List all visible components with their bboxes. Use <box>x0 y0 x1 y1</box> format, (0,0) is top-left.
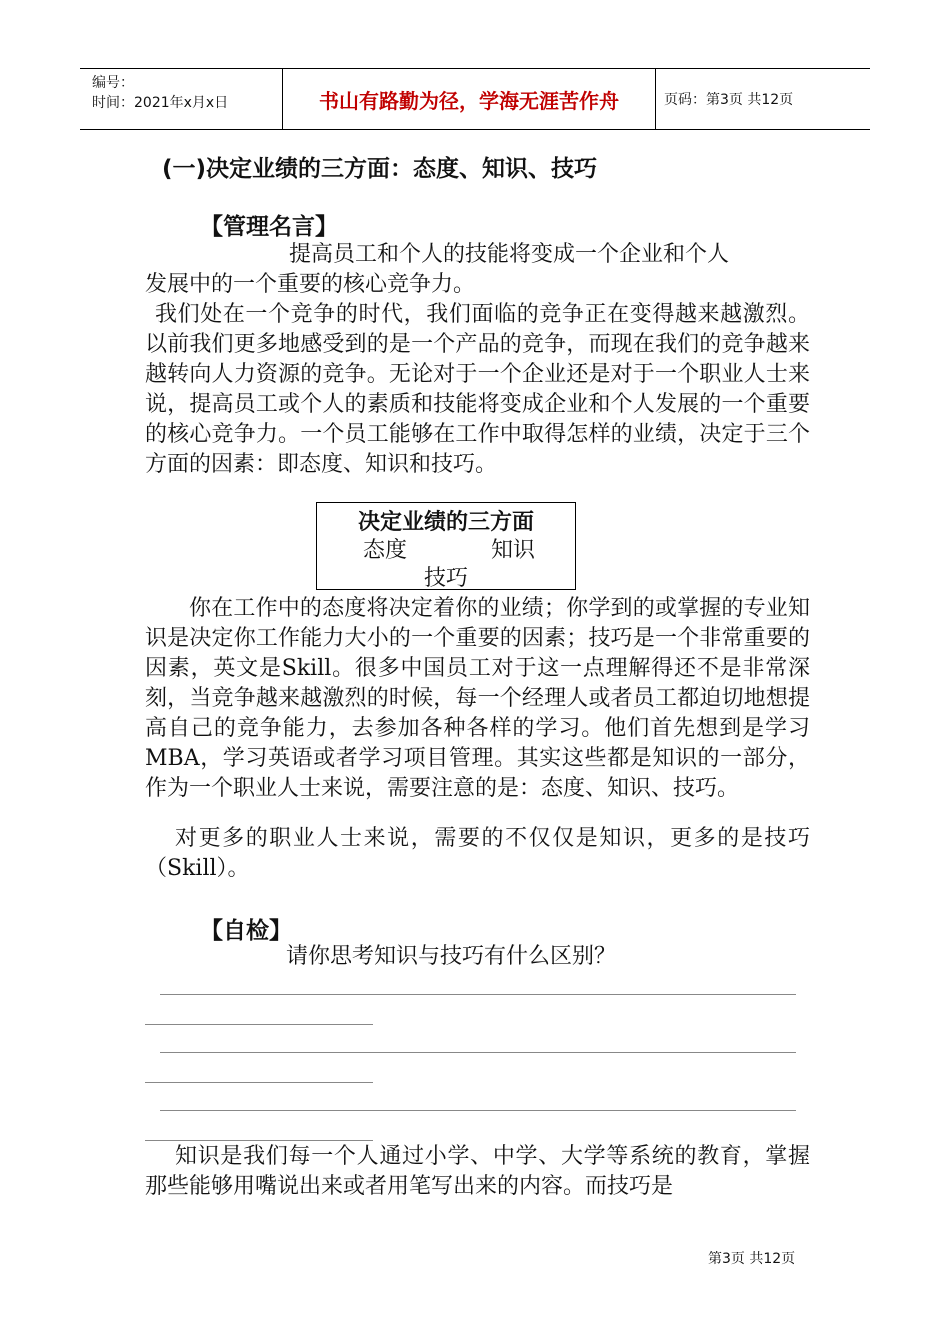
quote-line-1: 提高员工和个人的技能将变成一个企业和个人 <box>289 242 730 267</box>
section-title: (一)决定业绩的三方面：态度、知识、技巧 <box>162 156 598 182</box>
paragraph-1: 我们处在一个竞争的时代，我们面临的竞争正在变得越来越激烈。以前我们更多地感受到的是一个产品的竞争，而现在我们的竞争越来越转向人力资源的竞争。无论对于一个企业还是对于一个职业人士来说，提高员工或个人的素质和技能将变成企业和个人发展的一个重要的核心竞争力。一个员工能够在工作中取得怎样的业绩，决定于三个方面的因素：即态度、知识和技巧。 <box>145 302 810 477</box>
box-title: 决定业绩的三方面 <box>357 510 534 535</box>
header-motto: 书山有路勤为径，学海无涯苦作舟 <box>282 69 656 129</box>
answer-line <box>160 1052 796 1053</box>
paragraph-3: 对更多的职业人士来说，需要的不仅仅是知识，更多的是技巧（Skill）。 <box>145 826 810 881</box>
number-label: 编号： <box>92 75 134 91</box>
answer-line <box>145 1024 373 1025</box>
answer-line <box>160 1110 796 1111</box>
self-check-question: 请你思考知识与技巧有什么区别？ <box>286 944 617 969</box>
header-page-info: 页码：第3页 共12页 <box>664 92 794 108</box>
self-check-heading: 【自检】 <box>200 918 292 944</box>
box-item-skill: 技巧 <box>423 566 468 591</box>
performance-box <box>316 502 576 590</box>
box-item-knowledge: 知识 <box>491 538 536 563</box>
answer-line <box>145 1140 373 1141</box>
box-item-attitude: 态度 <box>363 538 408 563</box>
paragraph-4: 知识是我们每一个人通过小学、中学、大学等系统的教育，掌握那些能够用嘴说出来或者用笔写出来的内容。而技巧是 <box>145 1144 810 1199</box>
header-meta <box>80 69 282 129</box>
answer-line <box>160 994 796 995</box>
paragraph-2: 你在工作中的态度将决定着你的业绩；你学到的或掌握的专业知识是决定你工作能力大小的一个重要的因素；技巧是一个非常重要的因素，英文是Skill。很多中国员工对于这一点理解得还不是非常深刻，当竞争越来越激烈的时候，每一个经理人或者员工都迫切地想提高自己的竞争能力，去参加各种各样的学习。他们首先想到是学习MBA，学习英语或者学习项目管理。其实这些都是知识的一部分，作为一个职业人士来说，需要注意的是：态度、知识、技巧。 <box>145 596 810 801</box>
page-header <box>80 68 870 130</box>
quote-heading: 【管理名言】 <box>200 214 338 240</box>
quote-line-2: 发展中的一个重要的核心竞争力。 <box>145 272 476 297</box>
answer-line <box>145 1082 373 1083</box>
page-footer: 第3页 共12页 <box>708 1251 796 1267</box>
date-label: 时间：2021年x月x日 <box>92 95 229 111</box>
